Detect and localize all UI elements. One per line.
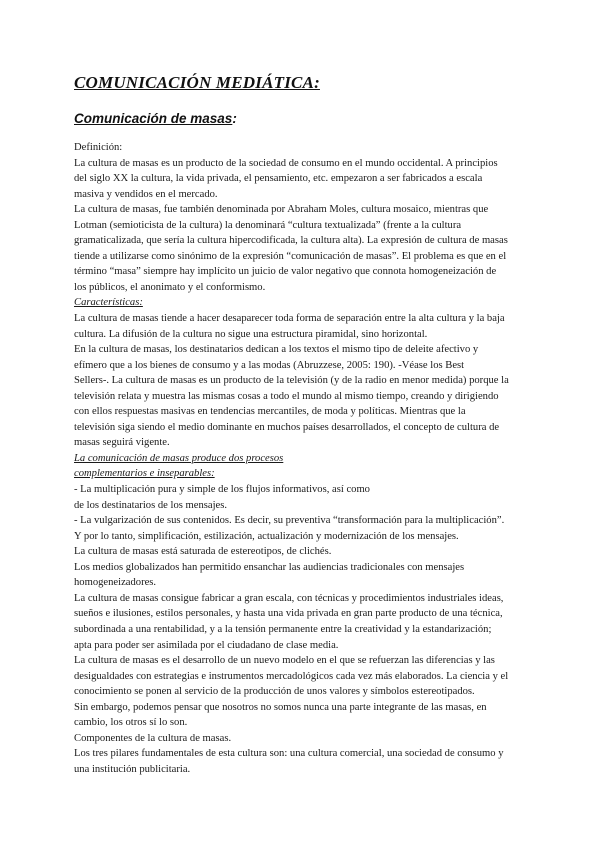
body-line: La cultura de masas consigue fabricar a gran escala, con técnicas y procedimientos industriales ideas, (74, 592, 504, 604)
body-line: La cultura de masas está saturada de estereotipos, de clichés. (74, 546, 332, 558)
body-line: - La vulgarización de sus contenidos. Es decir, su preventiva “transformación para la multiplicación”. (74, 515, 505, 527)
body-line: Y por lo tanto, simplificación, estilización, actualización y modernización de los mensajes. (74, 530, 459, 542)
body-line: desigualdades con estrategias e instrumentos mercadológicos cada vez más elaborados. La ciencia y el (74, 670, 509, 682)
body-line: gramaticalizada, que sería la cultura hipercodificada, la cultura alta). La expresión de cultura de masas (74, 235, 508, 247)
body-line: Sin embargo, podemos pensar que nosotros no somos nunca una parte integrante de las masas, en (74, 701, 487, 713)
body-line: Lotman (semioticista de la cultura) la denominará “cultura textualizada” (frente a la cultura (74, 219, 462, 231)
body-line: los públicos, el anonimato y el conformismo. (74, 281, 266, 293)
body-line: La cultura de masas, fue también denominada por Abraham Moles, cultura mosaico, mientras que (74, 204, 489, 216)
body-line: tiende a utilizarse como sinónimo de la expresión “comunicación de masas”. El problema es que en el (74, 250, 507, 262)
body-line: En la cultura de masas, los destinatarios dedican a los textos el mismo tipo de deleite afectivo y (74, 344, 479, 356)
body-line: sueños e ilusiones, estilos personales, y hasta una vida privada en gran parte producto de una técnica, (74, 608, 503, 620)
body-line: La cultura de masas es el desarrollo de un nuevo modelo en el que se refuerzan las diferencias y las (74, 655, 495, 667)
body-line: Componentes de la cultura de masas. (74, 732, 232, 744)
body-line: La cultura de masas tiende a hacer desaparecer toda forma de separación entre la alta cultura y la baja (74, 313, 505, 325)
body-line: con ellos respuestas masivas en tendencias mercantiles, de moda y políticas. Mientras que la (74, 406, 466, 418)
section-label: Características: (74, 297, 143, 309)
body-line: Definición: (74, 142, 123, 153)
document-body (74, 140, 536, 777)
body-line: término “masa” siempre hay implícito un juicio de valor negativo que connota homogeneización de (74, 266, 497, 278)
body-line: masas seguirá vigente. (74, 437, 170, 449)
body-line: cambio, los otros sí lo son. (74, 717, 188, 729)
body-line: cultura. La difusión de la cultura no sigue una estructura piramidal, sino horizontal. (74, 328, 428, 340)
section-label: La comunicación de masas produce dos procesos (74, 452, 284, 464)
body-line: La cultura de masas es un producto de la sociedad de consumo en el mundo occidental. A principios (74, 157, 498, 169)
body-line: homogeneizadores. (74, 577, 157, 589)
body-line: Sellers-. La cultura de masas es un producto de la televisión (y de la radio en menor medida) porque la (74, 375, 509, 387)
body-line: efímero que a los bienes de consumo y a las modas (Abruzzese, 2005: 190). -Véase los Best (74, 359, 465, 371)
body-line: televisión siga siendo el medio dominante en muchos países desarrollados, el concepto de cultura de (74, 421, 500, 433)
section-heading (74, 111, 237, 126)
body-line: - La multiplicación pura y simple de los flujos informativos, así como (74, 484, 370, 496)
body-line: masiva y vendidos en el mercado. (74, 188, 218, 200)
section-heading-text: Comunicación de masas (74, 111, 233, 126)
body-line: una institución publicitaria. (74, 763, 191, 775)
body-line: Los tres pilares fundamentales de esta cultura son: una cultura comercial, una sociedad de consumo y (74, 748, 504, 760)
document-title: COMUNICACIÓN MEDIÁTICA: (74, 73, 320, 92)
body-line: del siglo XX la cultura, la vida privada, el pensamiento, etc. empezaron a ser fabricados a escala (74, 173, 483, 185)
body-line: apta para poder ser asimilada por el ciudadano de clase media. (74, 639, 339, 651)
section-label: complementarios e inseparables: (74, 468, 215, 480)
body-line: televisión relata y muestra las mismas cosas a todo el mundo al mismo tiempo, creando y dirigiendo (74, 390, 499, 402)
section-heading-colon: : (232, 111, 237, 126)
body-line: de los destinatarios de los mensajes. (74, 499, 227, 511)
body-line: Los medios globalizados han permitido ensanchar las audiencias tradicionales con mensajes (74, 561, 465, 573)
body-line: subordinada a una rentabilidad, y a la tensión permanente entre la creatividad y la estandarización; (74, 623, 492, 635)
body-line: conocimiento se ponen al servicio de la producción de unos valores y símbolos estereotipados. (74, 686, 475, 698)
